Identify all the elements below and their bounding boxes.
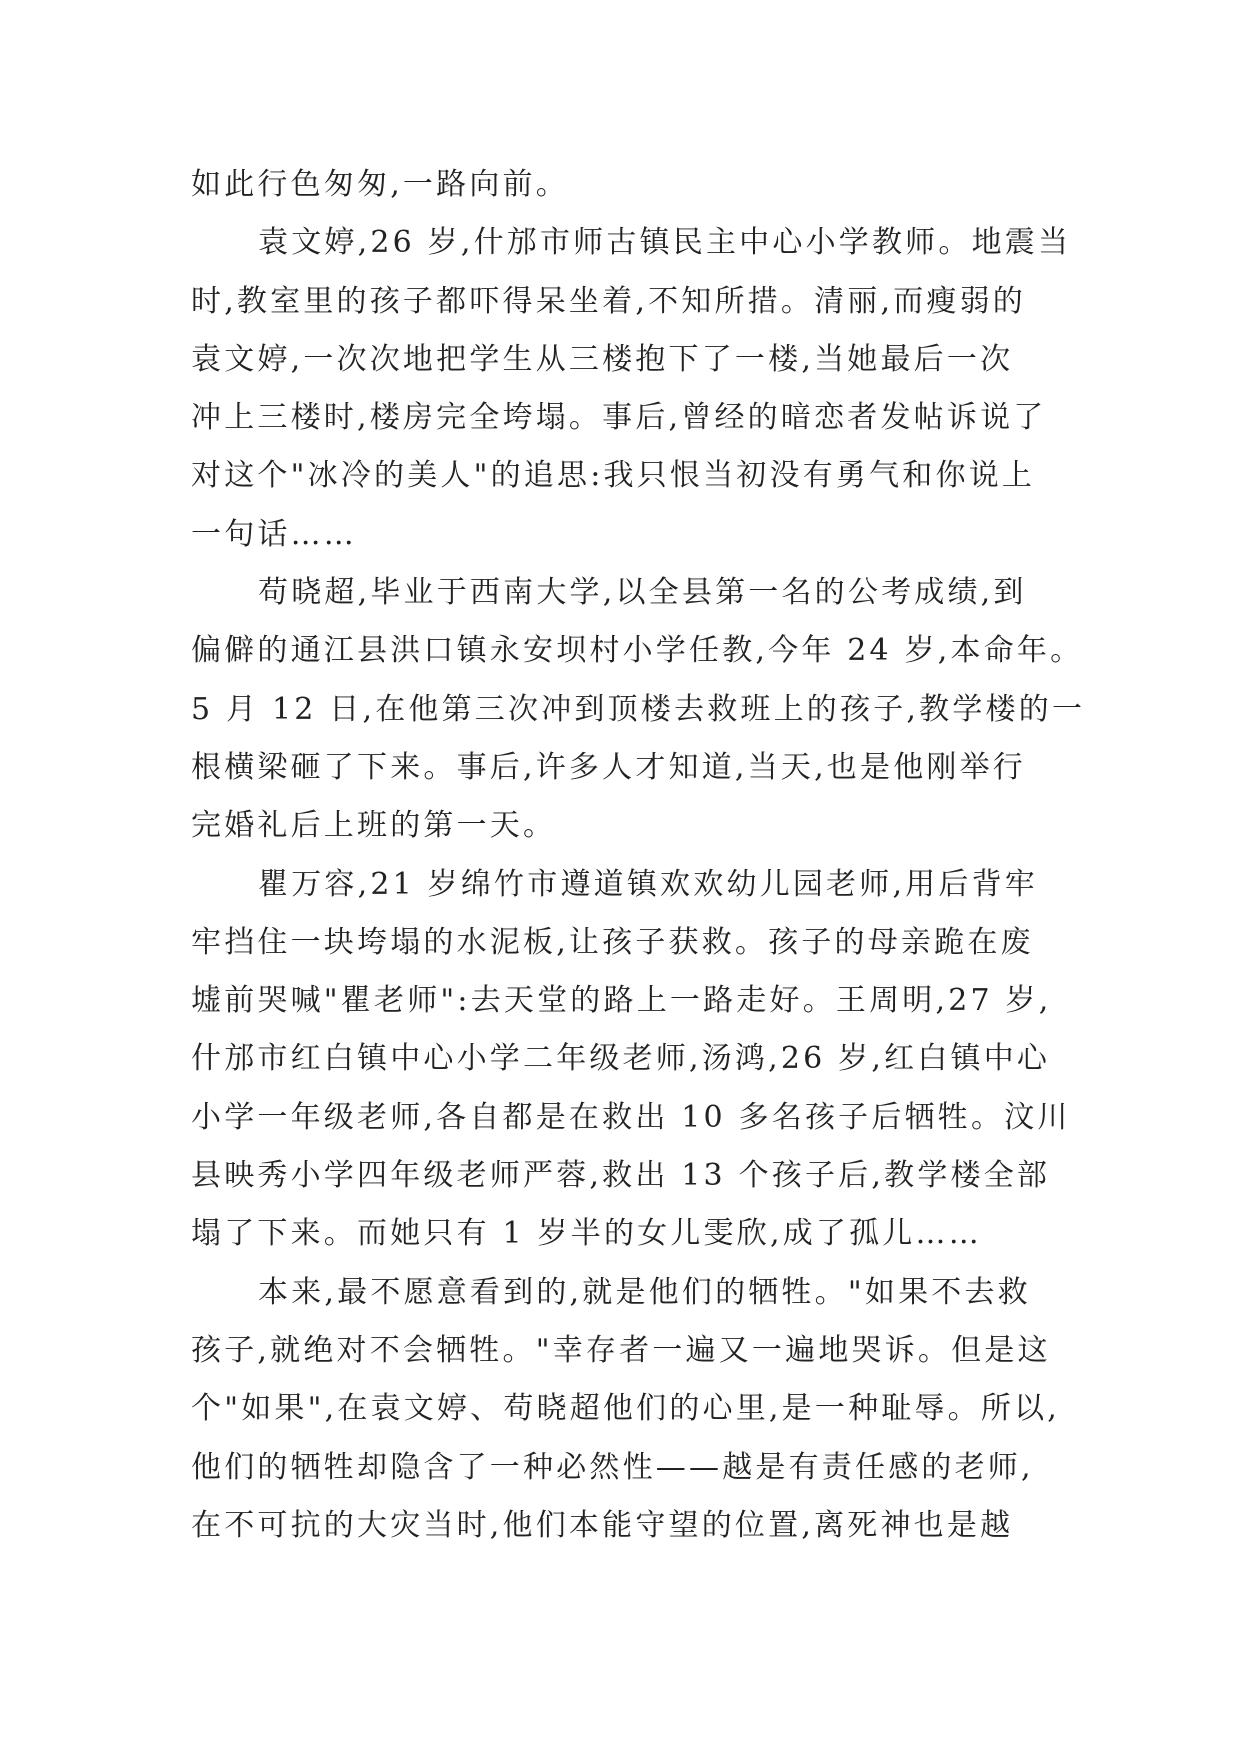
text-line: 根横梁砸了下来。事后,许多人才知道,当天,也是他刚举行 <box>191 749 1027 785</box>
text-line: 小学一年级老师,各自都是在救出 10 多名孩子后牺牲。汶川 <box>191 1099 1071 1135</box>
text-line: 完婚礼后上班的第一天。 <box>191 808 557 844</box>
text-line: 孩子,就绝对不会牺牲。"幸存者一遍又一遍地哭诉。但是这 <box>191 1332 1051 1368</box>
text-line: 时,教室里的孩子都吓得呆坐着,不知所措。清丽,而瘦弱的 <box>191 283 1027 319</box>
text-line: 塌了下来。而她只有 1 岁半的女儿雯欣,成了孤儿…… <box>191 1216 982 1252</box>
text-line: 瞿万容,21 岁绵竹市遵道镇欢欢幼儿园老师,用后背牢 <box>258 866 1038 902</box>
text-line: 冲上三楼时,楼房完全垮塌。事后,曾经的暗恋者发帖诉说了 <box>191 400 1047 436</box>
text-line: 偏僻的通江县洪口镇永安坝村小学任教,今年 24 岁,本命年。 <box>191 633 1084 669</box>
text-line: 墟前哭喊"瞿老师":去天堂的路上一路走好。王周明,27 岁, <box>191 983 1052 1019</box>
text-line: 个"如果",在袁文婷、苟晓超他们的心里,是一种耻辱。所以, <box>191 1391 1061 1427</box>
text-line: 袁文婷,26 岁,什邡市师古镇民主中心小学教师。地震当 <box>258 225 1072 261</box>
text-line: 苟晓超,毕业于西南大学,以全县第一名的公考成绩,到 <box>258 575 1027 611</box>
text-line: 牢挡住一块垮塌的水泥板,让孩子获救。孩子的母亲跪在废 <box>191 924 1034 960</box>
text-line: 县映秀小学四年级老师严蓉,救出 13 个孩子后,教学楼全部 <box>191 1158 1051 1194</box>
text-line: 他们的牺牲却隐含了一种必然性——越是有责任感的老师, <box>191 1449 1034 1485</box>
text-line: 什邡市红白镇中心小学二年级老师,汤鸿,26 岁,红白镇中心 <box>191 1041 1051 1077</box>
text-line: 5 月 12 日,在他第三次冲到顶楼去救班上的孩子,教学楼的一 <box>191 691 1086 727</box>
text-line: 本来,最不愿意看到的,就是他们的牺牲。"如果不去救 <box>258 1274 1031 1310</box>
text-line: 一句话…… <box>191 516 357 552</box>
text-line: 袁文婷,一次次地把学生从三楼抱下了一楼,当她最后一次 <box>191 341 1014 377</box>
text-line: 对这个"冰冷的美人"的追思:我只恨当初没有勇气和你说上 <box>191 458 1036 494</box>
body-text <box>191 156 1086 1555</box>
text-line: 在不可抗的大灾当时,他们本能守望的位置,离死神也是越 <box>191 1507 1014 1543</box>
text-line: 如此行色匆匆,一路向前。 <box>191 167 569 202</box>
